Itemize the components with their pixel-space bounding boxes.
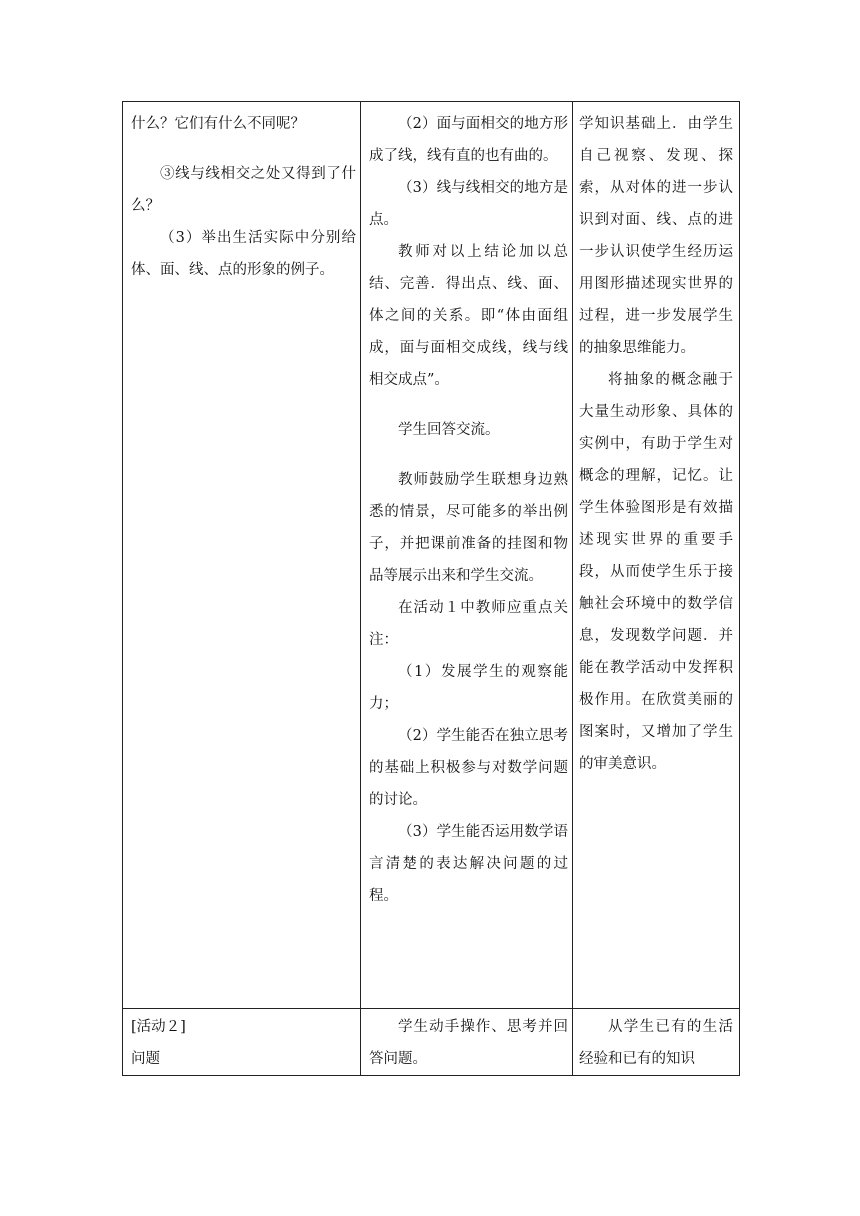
activity-heading: [活动２] <box>131 1019 186 1035</box>
question-text: 什么？它们有什么不同呢？ <box>131 116 305 132</box>
activity-text: （2）面与面相交的地方形成了线，线有直的也有曲的。 <box>369 116 568 164</box>
activity-text: 教师鼓励学生联想身边熟悉的情景，尽可能多的举出例子，并把课前准备的挂图和物品等展示出来和学生交流。 <box>369 472 568 584</box>
activity-text: 学生回答交流。 <box>398 422 500 438</box>
activity-text: 学生动手操作、思考并回答问题。 <box>369 1019 568 1067</box>
intent-text: 将抽象的概念融于大量生动形象、具体的实例中，有助于学生对概念的理解，记忆。让学生体验图形是有效描述现实世界的重要手段，从而使学生乐于接触社会环境中的数学信息，发现数学问题．并能在教学活动中发挥积极作用。在欣赏美丽的图案时，又增加了学生的审美意识。 <box>579 372 733 772</box>
table-row <box>123 102 740 1009</box>
question-text: ③线与线相交之处又得到了什么？ <box>131 166 356 214</box>
lesson-plan-table <box>122 101 740 1076</box>
intent-cell <box>573 102 740 1009</box>
table-row <box>123 1009 740 1076</box>
activity-text: 教师对以上结论加以总结、完善．得出点、线、面、体之间的关系。即“体由面组成，面与面相交成线，线与线相交成点”。 <box>369 244 568 388</box>
activity-cell <box>361 102 573 1009</box>
activity-text: （1）发展学生的观察能力； <box>369 664 568 712</box>
question-label: 问题 <box>131 1051 160 1067</box>
activity-cell <box>361 1009 573 1076</box>
intent-text: 学知识基础上．由学生自己视察、发现、探索，从对体的进一步认识到对面、线、点的进一步认识使学生经历运用图形描述现实世界的过程，进一步发展学生的抽象思维能力。 <box>579 116 733 356</box>
activity-text: （3）学生能否运用数学语言清楚的表达解决问题的过程。 <box>369 824 568 904</box>
activity-text: 在活动１中教师应重点关注： <box>369 600 568 648</box>
intent-text: 从学生已有的生活经验和已有的知识 <box>579 1019 733 1067</box>
intent-cell <box>573 1009 740 1076</box>
question-text: （3）举出生活实际中分别给体、面、线、点的形象的例子。 <box>131 230 356 278</box>
activity-text: （3）线与线相交的地方是点。 <box>369 180 568 228</box>
activity-text: （2）学生能否在独立思考的基础上积极参与对数学问题的讨论。 <box>369 728 568 808</box>
process-cell <box>123 1009 361 1076</box>
process-cell <box>123 102 361 1009</box>
